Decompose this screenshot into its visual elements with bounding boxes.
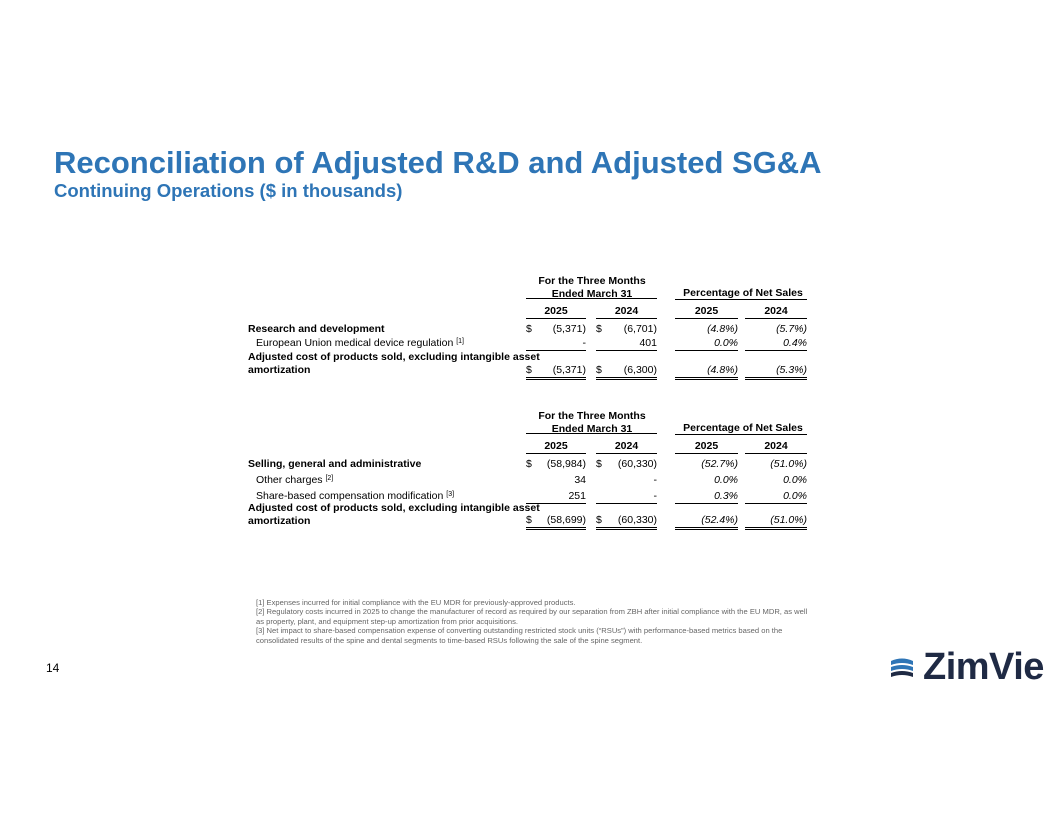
row-label-line: amortization [248, 515, 311, 527]
cell-value: - [526, 337, 586, 351]
group-header-underline [526, 433, 657, 434]
group-header-underline [675, 299, 807, 300]
total-cell [596, 514, 657, 530]
cell-percent: (52.7%) [701, 458, 738, 470]
cell-percent: 0.0% [675, 337, 738, 351]
row-label-line: Adjusted cost of products sold, excluding intangible asset [248, 351, 540, 363]
group-header-line: Ended March 31 [551, 288, 633, 300]
cell-value: (60,330) [617, 514, 657, 526]
cell-value: (58,699) [546, 514, 586, 526]
total-cell [596, 364, 657, 380]
group-header-line: Ended March 31 [551, 423, 633, 435]
column-header-year: 2024 [596, 440, 657, 454]
column-header-year: 2025 [526, 305, 586, 319]
cell-percent: 0.0% [783, 474, 807, 486]
column-header-year: 2025 [675, 440, 738, 454]
group-header-line: For the Three Months [538, 275, 646, 287]
row-label-text: Share-based compensation modification [256, 490, 444, 502]
footnote-ref: [1] [456, 338, 465, 345]
row-label [248, 351, 540, 377]
row-label-line: amortization [248, 364, 311, 376]
row-label-text: Other charges [256, 474, 323, 486]
dollar-sign: $ [526, 323, 532, 335]
group-header-pct-net-sales: Percentage of Net Sales [683, 422, 803, 434]
cell-percent: (4.8%) [675, 364, 738, 380]
dollar-sign: $ [596, 364, 602, 376]
cell-value: 34 [574, 474, 586, 486]
cell-value: 401 [596, 337, 657, 351]
page-number: 14 [46, 661, 60, 675]
total-cell [526, 514, 586, 530]
row-label-line: Adjusted cost of products sold, excluding intangible asset [248, 502, 540, 514]
group-header-underline [675, 434, 807, 435]
row-label [256, 337, 464, 350]
group-header-line: For the Three Months [538, 410, 646, 422]
cell-percent: (51.0%) [745, 514, 807, 530]
cell-value: - [653, 474, 657, 486]
cell-percent: (52.4%) [675, 514, 738, 530]
cell-value: (58,984) [546, 458, 586, 470]
footnote-1: [1] Expenses incurred for initial compliance with the EU MDR for previously-approved products. [256, 598, 576, 607]
dollar-sign: $ [596, 514, 602, 526]
footnote-ref: [3] [446, 491, 455, 498]
logo-text: ZimVie [923, 646, 1044, 688]
column-header-year: 2024 [596, 305, 657, 319]
row-label: Selling, general and administrative [248, 458, 422, 470]
cell-value: (5,371) [552, 364, 586, 376]
group-header-underline [526, 298, 657, 299]
footnotes [256, 598, 816, 645]
cell-value: (60,330) [617, 458, 657, 470]
cell-percent: 0.4% [745, 337, 807, 351]
column-header-year: 2024 [745, 440, 807, 454]
cell-percent: 0.3% [675, 490, 738, 504]
cell-percent: (51.0%) [770, 458, 807, 470]
rd-reconciliation-table [248, 275, 818, 380]
dollar-sign: $ [526, 458, 532, 470]
row-label [248, 502, 540, 528]
dollar-sign: $ [526, 514, 532, 526]
cell-value: 251 [526, 490, 586, 504]
cell-value: (6,701) [623, 323, 657, 335]
column-header-year: 2025 [675, 305, 738, 319]
sga-reconciliation-table [248, 410, 818, 535]
column-header-year: 2024 [745, 305, 807, 319]
cell-value: - [596, 490, 657, 504]
column-header-year: 2025 [526, 440, 586, 454]
total-cell [526, 364, 586, 380]
dollar-sign: $ [596, 323, 602, 335]
zimvie-logo [888, 646, 1044, 690]
footnote-ref: [2] [325, 475, 334, 482]
dollar-sign: $ [596, 458, 602, 470]
row-label [256, 474, 333, 487]
footnote-2: [2] Regulatory costs incurred in 2025 to change the manufacturer of record as required by our separation from ZBH after initial compliance with the EU MDR, as well as property, plant, and equipment step-up amortization from prior acquisitions. [256, 607, 808, 626]
page-title: Reconciliation of Adjusted R&D and Adjusted SG&A [54, 145, 822, 180]
page-subtitle: Continuing Operations ($ in thousands) [54, 180, 403, 201]
group-header-pct-net-sales: Percentage of Net Sales [683, 287, 803, 299]
zimvie-logo-mark-icon [888, 655, 916, 683]
cell-percent: (4.8%) [707, 323, 738, 335]
cell-value: (6,300) [623, 364, 657, 376]
row-label-text: European Union medical device regulation [256, 337, 454, 349]
cell-percent: (5.7%) [776, 323, 807, 335]
cell-percent: (5.3%) [745, 364, 807, 380]
cell-value: (5,371) [552, 323, 586, 335]
footnote-3: [3] Net impact to share-based compensation expense of converting outstanding restricted stock units (“RSUs”) with performance-based metrics based on the consolidated results of the spine and dental segments to time-based RSUs following the sale of the spine segment. [256, 626, 783, 645]
row-label: Research and development [248, 323, 385, 335]
cell-percent: 0.0% [714, 474, 738, 486]
cell-percent: 0.0% [745, 490, 807, 504]
dollar-sign: $ [526, 364, 532, 376]
